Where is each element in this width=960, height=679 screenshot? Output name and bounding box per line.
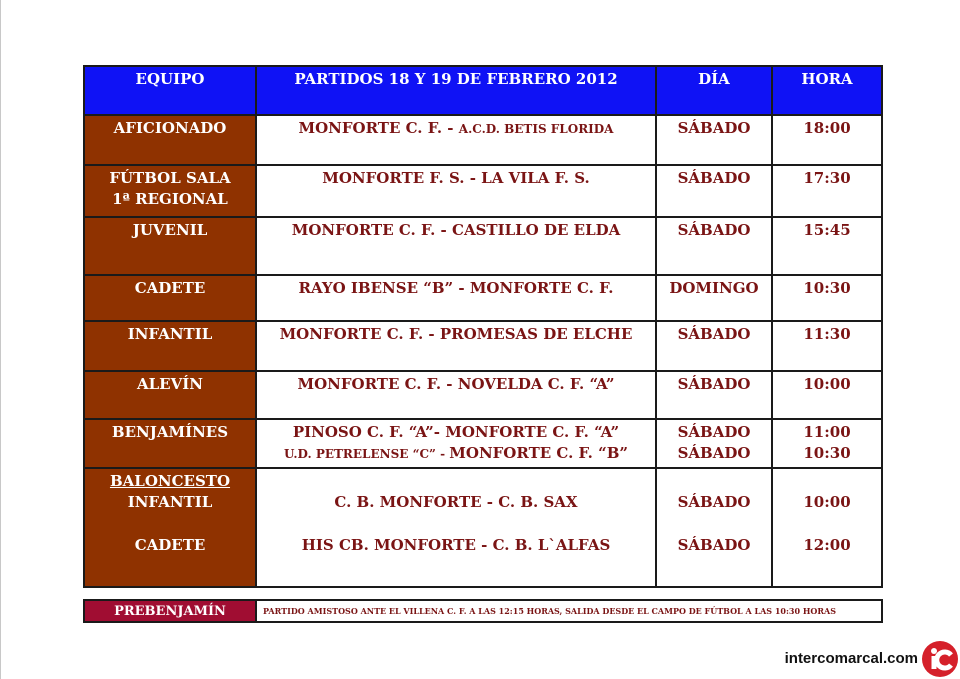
time-cell: [772, 217, 882, 275]
time-text: 15:45: [803, 221, 851, 239]
table-row: [84, 419, 882, 468]
match-text: HIS CB. MONFORTE - C. B. L`ALFAS: [301, 536, 611, 554]
prebenjamin-note: PARTIDO AMISTOSO ANTE EL VILLENA C. F. A LAS 12:15 HORAS, SALIDA DESDE EL CAMPO DE FÚTBOL A LAS 10:30 HORAS: [256, 600, 882, 622]
team-cell: [84, 217, 256, 275]
match-text: MONFORTE C. F. “B”: [449, 444, 629, 462]
match-text: MONFORTE F. S. - LA VILA F. S.: [322, 169, 590, 187]
table-row: [84, 217, 882, 275]
day-cell: [656, 419, 772, 468]
day-text: SÁBADO: [677, 375, 751, 393]
day-text: SÁBADO: [677, 221, 751, 239]
table-row: [84, 321, 882, 371]
team-name: INFANTIL: [127, 493, 213, 511]
time-text: 12:00: [803, 536, 851, 554]
time-text: 10:30: [803, 444, 851, 462]
header-hora: HORA: [772, 66, 882, 115]
team-name: CADETE: [134, 279, 206, 297]
header-row: [84, 66, 882, 115]
match-cell: [256, 165, 656, 217]
time-text: 11:30: [803, 325, 851, 343]
time-text: 17:30: [803, 169, 851, 187]
team-cell: [84, 468, 256, 587]
team-name: JUVENIL: [132, 221, 208, 239]
time-cell: [772, 165, 882, 217]
match-cell: [256, 321, 656, 371]
day-text: SÁBADO: [677, 444, 751, 462]
day-text: SÁBADO: [677, 536, 751, 554]
day-text: SÁBADO: [677, 169, 751, 187]
time-text: 10:00: [803, 375, 851, 393]
time-text: 10:00: [803, 493, 851, 511]
prebenjamin-row: [84, 600, 882, 622]
time-cell: [772, 115, 882, 165]
team-name: FÚTBOL SALA: [109, 169, 231, 187]
prebenjamin-table: [83, 599, 883, 623]
match-text: A.C.D. BETIS FLORIDA: [458, 122, 614, 136]
match-text: MONFORTE C. F. - CASTILLO DE ELDA: [291, 221, 621, 239]
day-text: DOMINGO: [669, 279, 759, 297]
team-name: BALONCESTO: [109, 472, 231, 490]
match-text: MONFORTE C. F. - NOVELDA C. F. “A”: [297, 375, 615, 393]
time-cell: [772, 321, 882, 371]
header-dia: DÍA: [656, 66, 772, 115]
time-cell: [772, 419, 882, 468]
team-cell: [84, 419, 256, 468]
team-name: 1ª REGIONAL: [112, 190, 228, 208]
team-name: CADETE: [134, 536, 206, 554]
team-name: INFANTIL: [127, 325, 213, 343]
time-cell: [772, 275, 882, 321]
match-text: RAYO IBENSE “B” - MONFORTE C. F.: [298, 279, 614, 297]
match-cell: [256, 419, 656, 468]
team-name: ALEVÍN: [137, 375, 203, 393]
match-cell: [256, 468, 656, 587]
match-text: MONFORTE C. F. - PROMESAS DE ELCHE: [279, 325, 633, 343]
day-text: SÁBADO: [677, 493, 751, 511]
prebenjamin-label: PREBENJAMÍN: [84, 600, 256, 622]
intercomarcal-logo-icon: [922, 641, 958, 677]
match-text: U.D. PETRELENSE “C” -: [283, 447, 450, 461]
day-cell: [656, 217, 772, 275]
match-text: MONFORTE C. F. -: [298, 119, 459, 137]
team-name: BENJAMÍNES: [111, 423, 229, 441]
day-cell: [656, 371, 772, 419]
team-cell: [84, 115, 256, 165]
table-row: [84, 165, 882, 217]
table-row: [84, 275, 882, 321]
time-cell: [772, 371, 882, 419]
team-name: AFICIONADO: [113, 119, 227, 137]
match-cell: [256, 217, 656, 275]
time-cell: [772, 468, 882, 587]
team-cell: [84, 321, 256, 371]
team-cell: [84, 371, 256, 419]
team-cell: [84, 165, 256, 217]
day-text: SÁBADO: [677, 119, 751, 137]
site-name: intercomarcal.com: [784, 650, 918, 667]
table-row: [84, 371, 882, 419]
time-text: 10:30: [803, 279, 851, 297]
day-cell: [656, 165, 772, 217]
match-cell: [256, 275, 656, 321]
match-text: PINOSO C. F. “A”- MONFORTE C. F. “A”: [292, 423, 620, 441]
day-cell: [656, 468, 772, 587]
time-text: 18:00: [803, 119, 851, 137]
match-text: C. B. MONFORTE - C. B. SAX: [334, 493, 578, 511]
table-row: [84, 468, 882, 587]
day-text: SÁBADO: [677, 423, 751, 441]
schedule-table: [83, 65, 883, 588]
team-cell: [84, 275, 256, 321]
day-cell: [656, 275, 772, 321]
header-equipo: EQUIPO: [84, 66, 256, 115]
match-cell: [256, 371, 656, 419]
header-partidos: PARTIDOS 18 Y 19 DE FEBRERO 2012: [256, 66, 656, 115]
day-cell: [656, 115, 772, 165]
time-text: 11:00: [803, 423, 851, 441]
table-row: [84, 115, 882, 165]
day-text: SÁBADO: [677, 325, 751, 343]
day-cell: [656, 321, 772, 371]
match-cell: [256, 115, 656, 165]
